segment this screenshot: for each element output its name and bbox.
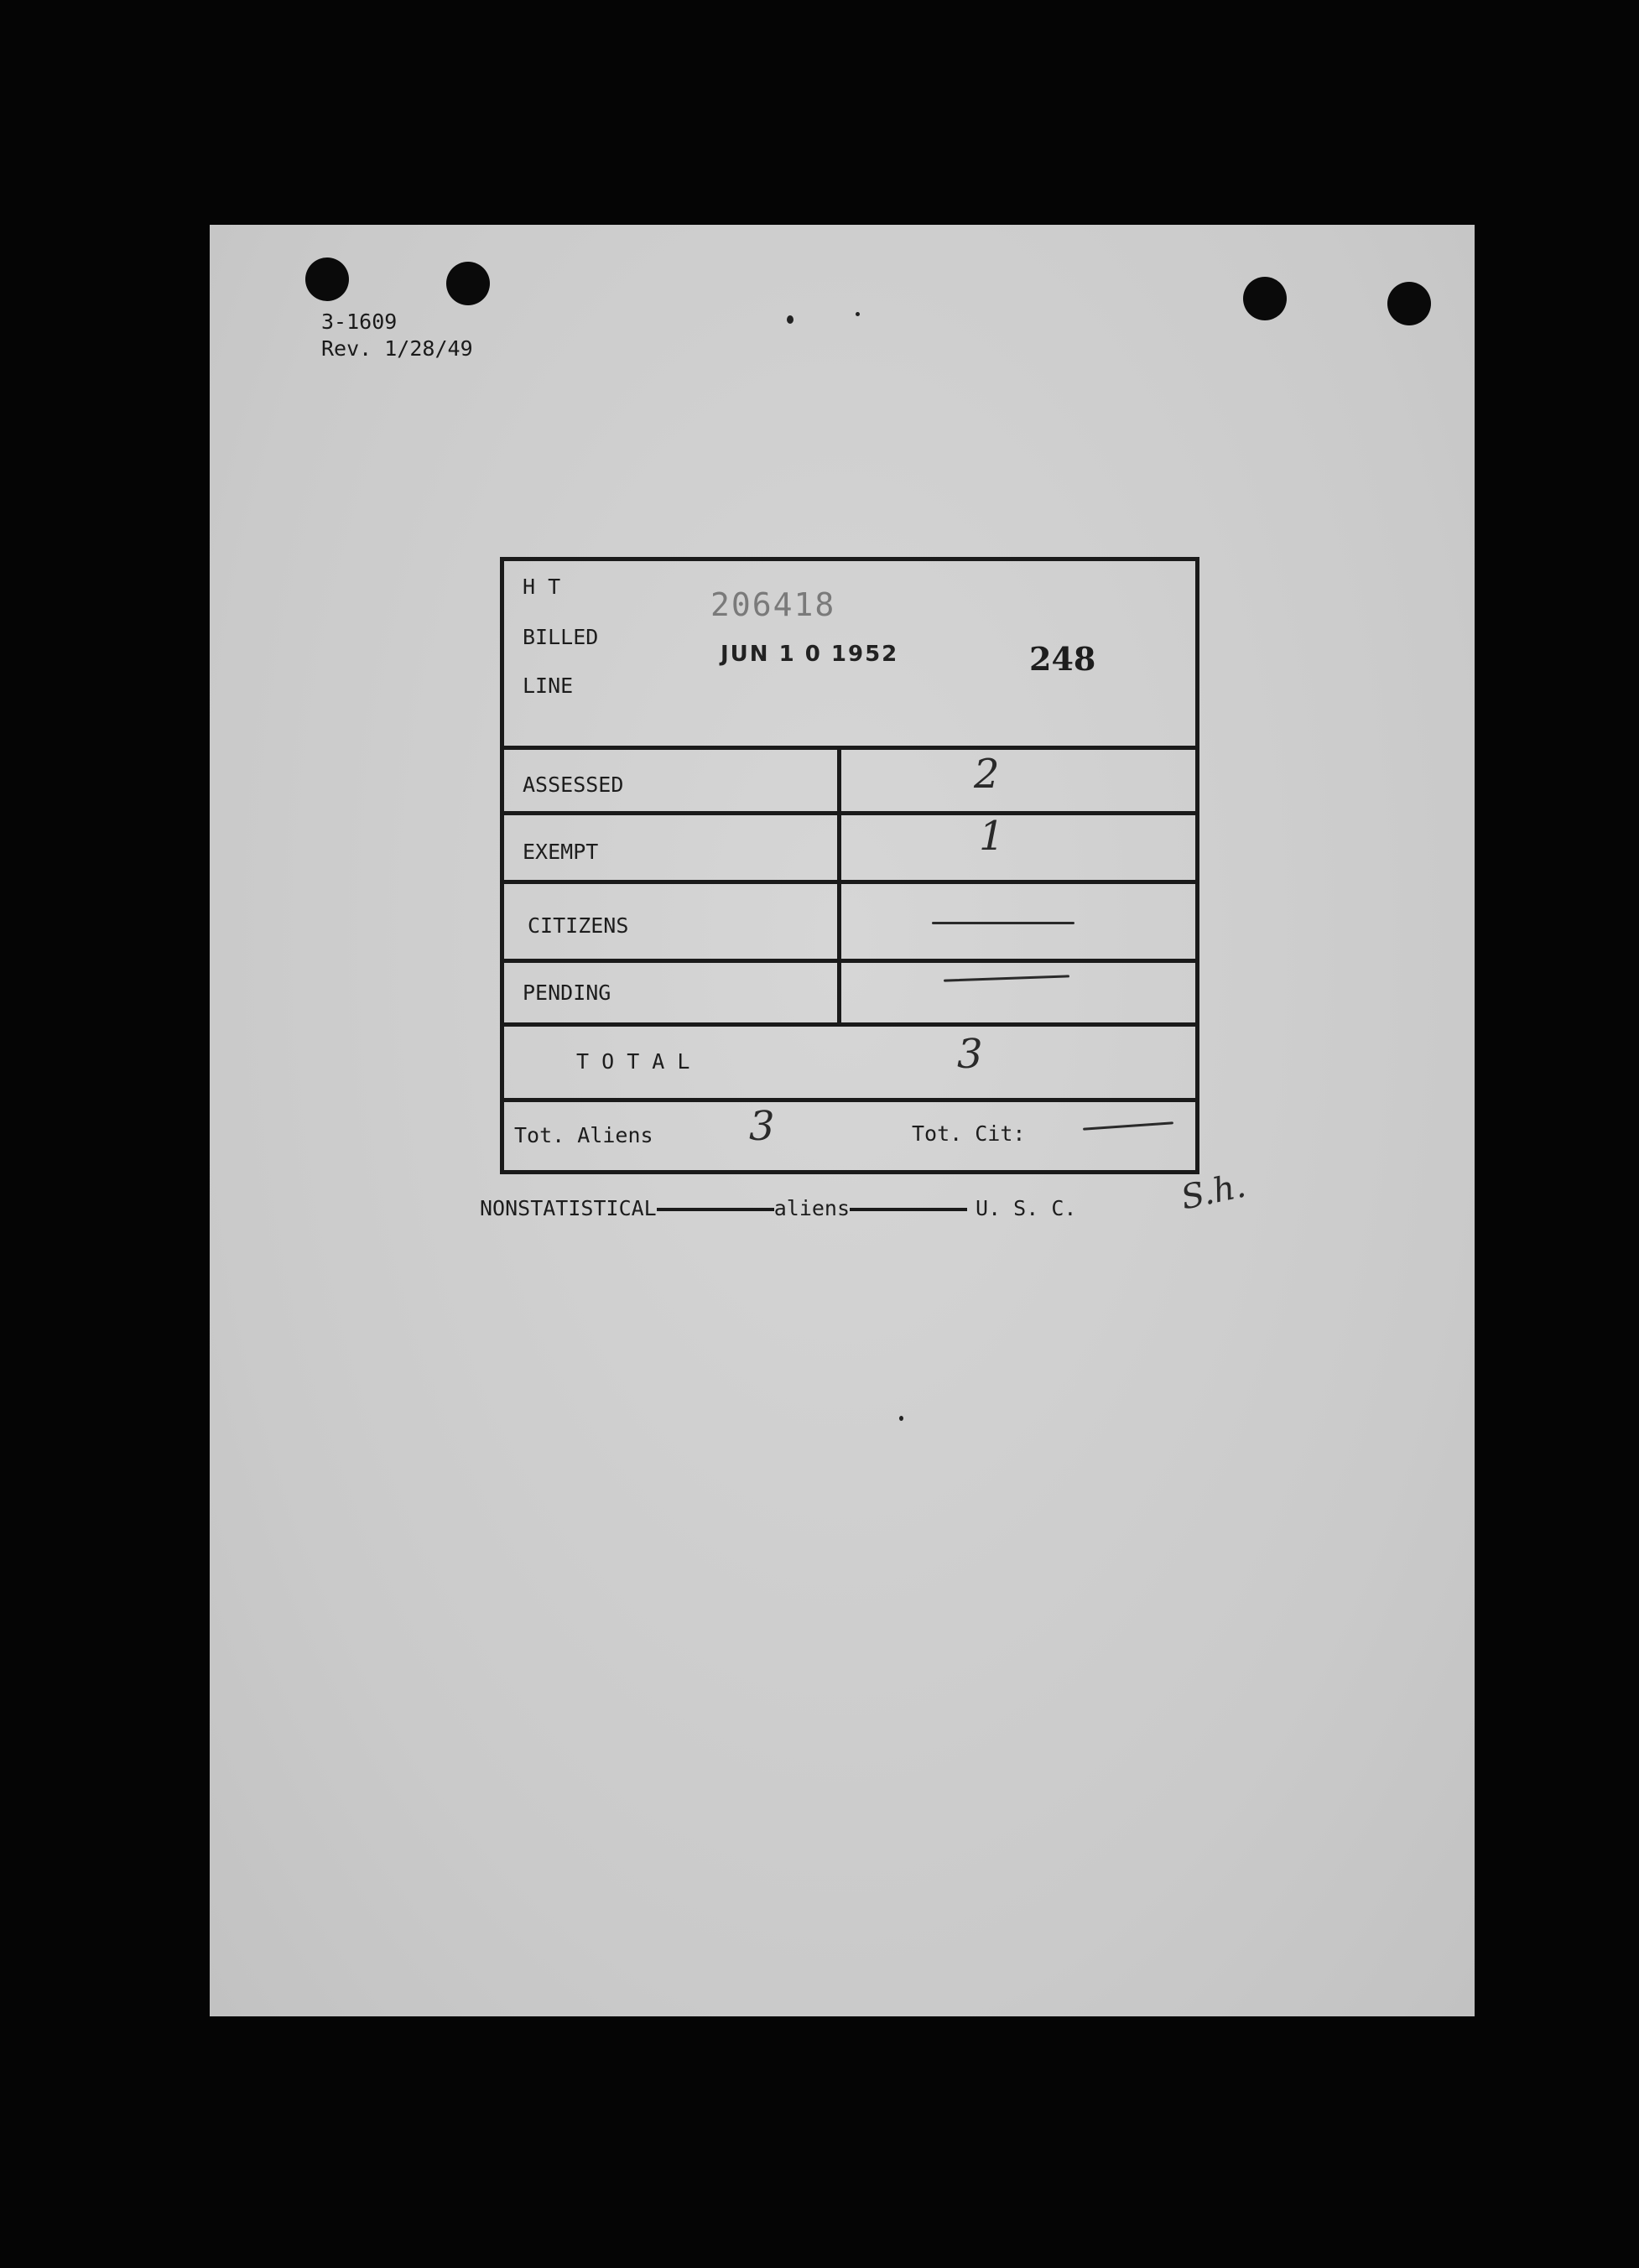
nonstatistical-line (480, 1196, 1076, 1220)
tot-cit-label: Tot. Cit: (912, 1121, 1026, 1146)
document-page (210, 225, 1475, 2016)
row-value-exempt: 1 (979, 813, 1005, 860)
aliens-label: aliens (773, 1196, 851, 1220)
tot-cit-dash (1083, 1121, 1173, 1131)
stamp-date: JUN 1 0 1952 (721, 642, 899, 667)
line-number: 248 (1029, 640, 1096, 678)
row-value-citizens-dash (932, 922, 1074, 924)
row-value-assessed: 2 (974, 751, 1000, 798)
divider (504, 959, 1195, 963)
column-divider (837, 746, 841, 1027)
divider (504, 880, 1195, 884)
punch-hole-3 (1243, 277, 1287, 320)
row-label-exempt: EXEMPT (523, 840, 599, 864)
row-label-pending: PENDING (523, 981, 611, 1005)
form-revision: Rev. 1/28/49 (321, 336, 473, 361)
row-label-citizens: CITIZENS (528, 913, 629, 938)
blank-line (850, 1208, 967, 1211)
row-label-assessed: ASSESSED (523, 772, 624, 797)
label-line: LINE (523, 674, 574, 698)
blank-line (657, 1208, 774, 1211)
divider (504, 811, 1195, 815)
initials: S.h. (1178, 1166, 1250, 1218)
tally-form (500, 557, 1199, 1174)
tot-aliens-value: 3 (749, 1103, 775, 1150)
stamp-number: 206418 (710, 586, 836, 623)
usc-label: U. S. C. (976, 1196, 1077, 1220)
label-ht: H T (523, 575, 561, 599)
speck (787, 315, 793, 324)
nonstatistical-label: NONSTATISTICAL (480, 1196, 657, 1220)
punch-hole-4 (1387, 282, 1431, 325)
punch-hole-1 (305, 257, 349, 301)
divider (504, 746, 1195, 750)
form-number: 3-1609 (321, 310, 398, 334)
divider (504, 1098, 1195, 1102)
punch-hole-2 (446, 262, 490, 305)
tot-aliens-label: Tot. Aliens (514, 1123, 653, 1147)
row-value-pending-dash (944, 975, 1069, 981)
label-billed: BILLED (523, 625, 599, 649)
form-code (321, 309, 473, 362)
speck (856, 312, 860, 316)
speck (899, 1416, 903, 1421)
total-value: 3 (957, 1031, 983, 1078)
total-label: T O T A L (576, 1049, 690, 1074)
divider (504, 1022, 1195, 1027)
